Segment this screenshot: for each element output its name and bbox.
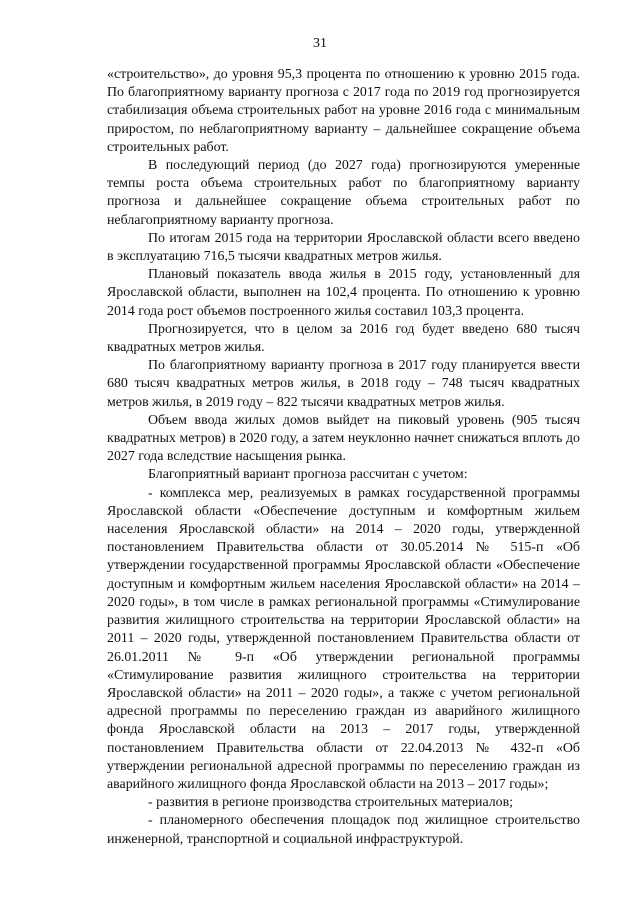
page-number: 31 [313,36,327,51]
paragraph: Плановый показатель ввода жилья в 2015 году, установленный для Ярославской области, выполнен на 102,4 процента. По отношению к уровню 2014 года рост объемов построенного жилья составил 103,3 процента. [107,267,580,319]
paragraph: Объем ввода жилых домов выйдет на пиковый уровень (905 тысяч квадратных метров) в 2020 году, а затем неуклонно начнет снижаться вплоть до 2027 года вследствие насыщения рынка. [107,412,580,465]
list-item: - развития в регионе производства строительных материалов; [148,795,514,811]
paragraph: По итогам 2015 года на территории Ярославской области всего введено в эксплуатацию 716,5 тысячи квадратных метров жилья. [107,230,580,265]
list-item: - планомерного обеспечения площадок под жилищное строительство инженерной, транспортной и социальной инфраструктурой. [107,813,580,847]
paragraph: Прогнозируется, что в целом за 2016 год будет введено 680 тысяч квадратных метров жилья. [107,321,580,356]
paragraph: По благоприятному варианту прогноза в 2017 году планируется ввести 680 тысяч квадратных метров жилья, в 2018 году – 748 тысяч квадратных метров жилья, в 2019 году – 822 тысячи квадратных метров жилья. [107,358,580,410]
paragraph: Благоприятный вариант прогноза рассчитан с учетом: [148,467,468,483]
paragraph: «строительство», до уровня 95,3 процента по отношению к уровню 2015 года. По благоприятному варианту прогноза с 2017 года по 2019 год прогнозируется стабилизация объема строительных работ на уровне 2016 года с минимальным приростом, по неблагоприятному варианту – дальнейшее сокращение объема строительных работ. [107,67,580,155]
list-item: - комплекса мер, реализуемых в рамках государственной программы Ярославской области «Обеспечение доступным и комфортным жильем населения Ярославской области» на 2014 – 2020 годы, утвержденной постановлением Правительства области от 30.05.2014 № 515-п «Об утверждении государственной программы Ярославской области «Обеспечение доступным и комфортным жильем населения Ярославской области» на 2014 – 2020 годы», в том числе в рамках региональной программы «Стимулирование развития жилищного строительства на территории Ярославской области» на 2011 – 2020 годы, утвержденной постановлением Правительства области от 26.01.2011 № 9-п «Об утверждении региональной программы «Стимулирование развития жилищного строительства на территории Ярославской области» на 2011 – 2020 годы», а также с учетом региональной адресной программы по переселению граждан из аварийного жилищного фонда Ярославской области на 2013 – 2017 годы, утвержденной постановлением Правительства области от 22.04.2013 № 432-п «Об утверждении региональной адресной программы по переселению граждан из аварийного жилищного фонда Ярославской области на 2013 – 2017 годы»; [107,485,580,792]
paragraph: В последующий период (до 2027 года) прогнозируются умеренные темпы роста объема строительных работ по благоприятному варианту прогноза и дальнейшее сокращение объема строительных работ по неблагоприятному варианту прогноза. [107,158,580,228]
document-body [107,66,580,849]
